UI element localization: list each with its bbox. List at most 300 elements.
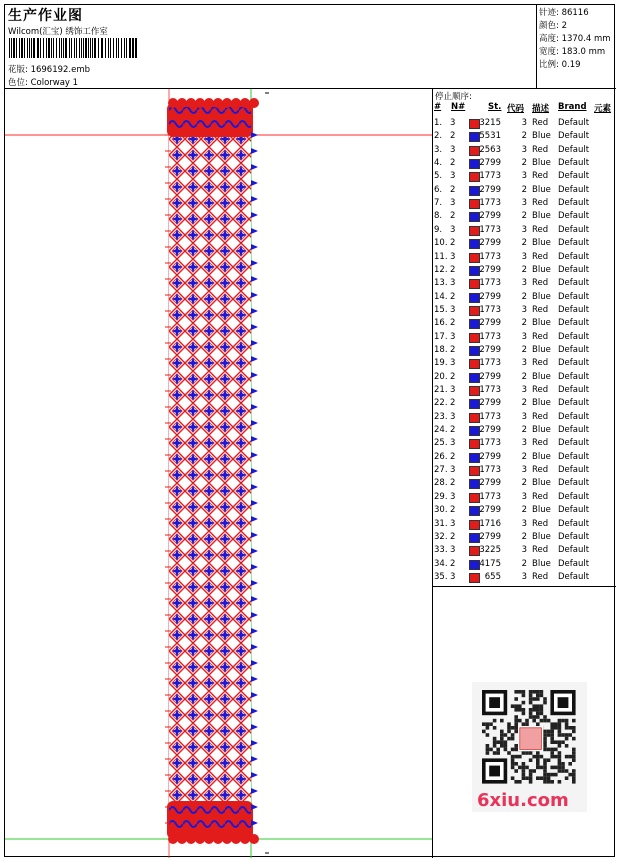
row-needle: 2	[450, 425, 456, 436]
stop-row	[433, 505, 616, 518]
row-stitches: 5531	[479, 131, 501, 142]
row-description: Red	[532, 331, 549, 342]
stat-label: 比例:	[539, 60, 559, 70]
qr-module	[507, 726, 511, 730]
row-needle: 2	[450, 131, 456, 142]
row-brand: Default	[558, 385, 590, 395]
row-number: 6.	[434, 184, 443, 195]
qr-module	[536, 694, 540, 698]
stop-row	[433, 345, 616, 358]
edge-arrow	[251, 628, 258, 634]
row-description: Red	[532, 358, 549, 369]
stop-row	[433, 171, 616, 184]
qr-module	[558, 740, 562, 744]
stop-row	[433, 358, 616, 371]
embroidery-band	[5, 89, 433, 858]
qr-module	[522, 762, 526, 766]
row-stitches: 2799	[479, 371, 501, 382]
qr-module	[550, 766, 554, 770]
qr-module	[568, 773, 572, 777]
qr-module	[532, 704, 536, 708]
barcode-bar	[37, 38, 39, 58]
edge-arrow	[251, 516, 258, 522]
row-brand: Default	[558, 318, 590, 329]
stop-row	[433, 211, 616, 224]
row-stitches: 2799	[479, 291, 501, 302]
barcode-bar	[51, 38, 52, 58]
qr-module	[540, 776, 544, 780]
row-stitches: 1773	[479, 304, 501, 315]
barcode-bar	[46, 38, 47, 58]
edge-arrow	[251, 548, 258, 554]
row-number: 25.	[434, 438, 448, 449]
row-number: 22.	[434, 398, 448, 409]
qr-module	[565, 737, 569, 741]
row-number: 17.	[434, 331, 448, 342]
row-brand: Default	[558, 344, 590, 355]
qr-module	[529, 697, 533, 701]
scallop	[204, 98, 214, 108]
row-description: Red	[532, 144, 549, 155]
qr-panel	[433, 587, 616, 858]
row-stitches: 2563	[479, 144, 501, 155]
row-stitches: 2799	[479, 478, 501, 489]
row-brand: Default	[558, 505, 590, 516]
design-line	[8, 63, 90, 75]
qr-module	[550, 780, 554, 784]
barcode-bar	[9, 38, 10, 58]
row-description: Blue	[532, 451, 551, 462]
barcode-bar	[101, 38, 103, 58]
row-stitches: 1773	[479, 385, 501, 395]
row-needle: 3	[450, 358, 456, 369]
row-brand: Default	[558, 304, 590, 315]
row-number: 21.	[434, 385, 448, 395]
qr-module	[558, 733, 562, 737]
qr-module	[561, 769, 565, 773]
barcode-bar	[63, 38, 64, 58]
edge-arrow	[251, 788, 258, 794]
barcode-image	[9, 38, 141, 58]
qr-module	[543, 748, 547, 752]
qr-module	[511, 733, 515, 737]
qr-module	[522, 751, 526, 755]
barcode-bar	[61, 38, 62, 58]
top-border-waves	[169, 107, 251, 133]
stat-value: 2	[561, 21, 567, 31]
barcode-bar	[88, 38, 89, 58]
barcode-bar	[124, 38, 125, 58]
qr-module	[518, 766, 522, 770]
barcode-bar	[129, 38, 131, 58]
row-code: 3	[521, 358, 527, 369]
qr-module	[493, 751, 497, 755]
qr-module	[543, 776, 547, 780]
qr-module	[496, 751, 500, 755]
barcode-bar	[108, 38, 109, 58]
stop-row	[433, 185, 616, 198]
stop-row	[433, 332, 616, 345]
row-needle: 3	[450, 438, 456, 449]
qr-module	[514, 722, 518, 726]
row-stitches: 2799	[479, 318, 501, 329]
qr-module	[514, 769, 518, 773]
row-code: 2	[521, 318, 527, 329]
edge-arrow	[251, 756, 258, 762]
barcode-bar	[83, 38, 84, 58]
row-stitches: 1773	[479, 491, 501, 502]
row-brand: Default	[558, 144, 590, 155]
qr-module	[511, 755, 515, 759]
row-description: Red	[532, 385, 549, 395]
qr-module	[547, 719, 551, 723]
qr-module	[543, 740, 547, 744]
barcode-bar	[126, 38, 127, 58]
production-worksheet	[4, 4, 615, 857]
row-description: Red	[532, 465, 549, 476]
barcode-bar	[56, 38, 57, 58]
bottom-border-waves	[169, 805, 251, 833]
stop-row	[433, 278, 616, 291]
qr-module	[565, 769, 569, 773]
row-number: 16.	[434, 318, 448, 329]
qr-module	[529, 715, 533, 719]
qr-module	[536, 712, 540, 716]
qr-module	[493, 737, 497, 741]
scallop	[195, 98, 205, 108]
row-number: 14.	[434, 291, 448, 302]
qr-module	[568, 726, 572, 730]
edge-arrow	[251, 580, 258, 586]
barcode-bar	[19, 38, 20, 58]
row-needle: 3	[450, 518, 456, 529]
qr-module	[514, 726, 518, 730]
studio-name: Wilcom(汇宝) 绣饰工作室	[8, 27, 108, 37]
qr-module	[522, 722, 526, 726]
row-description: Red	[532, 198, 549, 209]
edge-arrow	[251, 244, 258, 250]
qr-module	[568, 755, 572, 759]
row-needle: 3	[450, 171, 456, 182]
design-value: 1696192.emb	[30, 65, 91, 75]
stop-row	[433, 145, 616, 158]
row-needle: 3	[450, 465, 456, 476]
edge-arrow	[251, 372, 258, 378]
row-number: 29.	[434, 491, 448, 502]
qr-module	[572, 769, 576, 773]
qr-module	[518, 690, 522, 694]
row-needle: 2	[450, 531, 456, 542]
qr-module	[543, 769, 547, 773]
row-brand: Default	[558, 518, 590, 529]
qr-module	[543, 773, 547, 777]
qr-module	[504, 740, 508, 744]
stop-row	[433, 318, 616, 331]
edge-arrow	[251, 260, 258, 266]
barcode-bar	[27, 38, 28, 58]
qr-module	[529, 712, 533, 716]
stop-row	[433, 118, 616, 131]
qr-module	[565, 726, 569, 730]
col-header-stitches: St.	[488, 102, 502, 112]
barcode-bar	[116, 38, 117, 58]
row-number: 18.	[434, 344, 448, 355]
stop-row	[433, 252, 616, 265]
qr-module	[514, 762, 518, 766]
qr-module	[522, 694, 526, 698]
row-description: Blue	[532, 264, 551, 275]
barcode-bar	[65, 38, 67, 58]
scallop	[231, 834, 241, 844]
row-description: Red	[532, 118, 549, 128]
edge-arrow	[251, 724, 258, 730]
qr-module	[543, 730, 547, 734]
qr-module	[561, 766, 565, 770]
qr-module	[547, 776, 551, 780]
row-description: Blue	[532, 344, 551, 355]
scallop	[195, 834, 205, 844]
col-header-num: #	[434, 102, 442, 112]
qr-module	[536, 690, 540, 694]
row-description: Blue	[532, 558, 551, 569]
row-number: 35.	[434, 571, 448, 582]
row-description: Blue	[532, 425, 551, 436]
qr-module	[486, 726, 490, 730]
qr-module	[525, 719, 529, 723]
qr-module	[496, 748, 500, 752]
qr-module	[514, 755, 518, 759]
row-needle: 2	[450, 371, 456, 382]
qr-module	[496, 740, 500, 744]
row-stitches: 1773	[479, 411, 501, 422]
qr-module	[543, 701, 547, 705]
qr-module	[540, 708, 544, 712]
row-needle: 3	[450, 385, 456, 395]
row-stitches: 1773	[479, 171, 501, 182]
qr-module	[511, 748, 515, 752]
row-needle: 2	[450, 398, 456, 409]
qr-module	[554, 740, 558, 744]
row-brand: Default	[558, 224, 590, 235]
row-number: 2.	[434, 131, 443, 142]
row-brand: Default	[558, 531, 590, 542]
qr-module	[489, 748, 493, 752]
row-needle: 3	[450, 304, 456, 315]
row-stitches: 1773	[479, 465, 501, 476]
row-number: 9.	[434, 224, 443, 235]
qr-module	[554, 722, 558, 726]
stat-label: 宽度:	[539, 47, 559, 57]
row-number: 13.	[434, 278, 448, 289]
barcode-bar	[13, 38, 15, 58]
qr-module	[514, 719, 518, 723]
stat-value: 86116	[561, 8, 589, 18]
edge-arrow	[251, 660, 258, 666]
edge-arrow	[251, 612, 258, 618]
qr-module	[522, 766, 526, 770]
edge-arrow	[251, 500, 258, 506]
qr-module	[529, 694, 533, 698]
barcode-bar	[11, 38, 12, 58]
qr-module	[554, 748, 558, 752]
qr-module	[550, 737, 554, 741]
barcode-bar	[48, 38, 50, 58]
edge-arrow	[251, 820, 258, 826]
row-brand: Default	[558, 331, 590, 342]
barcode-bar	[92, 38, 93, 58]
edge-arrow	[251, 292, 258, 298]
row-stitches: 1773	[479, 358, 501, 369]
row-stitches: 1716	[479, 518, 501, 529]
row-stitches: 1773	[479, 331, 501, 342]
edge-arrow	[251, 148, 258, 154]
row-code: 2	[521, 131, 527, 142]
stop-row	[433, 478, 616, 491]
qr-module	[507, 730, 511, 734]
row-brand: Default	[558, 438, 590, 449]
row-needle: 3	[450, 411, 456, 422]
edge-arrow	[251, 276, 258, 282]
qr-finder	[558, 697, 569, 708]
row-brand: Default	[558, 411, 590, 422]
row-brand: Default	[558, 184, 590, 195]
qr-finder	[489, 766, 500, 777]
qr-module	[507, 737, 511, 741]
col-header-brand: Brand	[558, 102, 587, 112]
qr-module	[504, 748, 508, 752]
row-code: 2	[521, 398, 527, 409]
row-needle: 3	[450, 144, 456, 155]
stop-row	[433, 572, 616, 585]
row-needle: 2	[450, 478, 456, 489]
colorway-label: 色位:	[8, 78, 28, 88]
row-needle: 2	[450, 238, 456, 249]
row-needle: 2	[450, 505, 456, 516]
qr-module	[543, 762, 547, 766]
qr-module	[514, 690, 518, 694]
qr-module	[522, 690, 526, 694]
edge-arrow	[251, 164, 258, 170]
qr-module	[514, 748, 518, 752]
qr-module	[500, 733, 504, 737]
barcode-bar	[74, 38, 75, 58]
row-code: 2	[521, 264, 527, 275]
row-stitches: 2799	[479, 398, 501, 409]
qr-module	[550, 733, 554, 737]
qr-module	[511, 726, 515, 730]
qr-module	[529, 776, 533, 780]
qr-module	[522, 776, 526, 780]
qr-module	[572, 719, 576, 723]
row-stitches: 2799	[479, 184, 501, 195]
qr-module	[565, 722, 569, 726]
colorway-line	[8, 76, 78, 88]
qr-module	[536, 776, 540, 780]
edge-arrow	[251, 452, 258, 458]
row-code: 3	[521, 198, 527, 209]
row-brand: Default	[558, 264, 590, 275]
qr-module	[550, 773, 554, 777]
row-brand: Default	[558, 251, 590, 262]
row-stitches: 655	[484, 571, 501, 582]
row-brand: Default	[558, 198, 590, 209]
row-stitches: 2799	[479, 211, 501, 222]
qr-module	[565, 719, 569, 723]
stat-label: 针迹:	[539, 8, 559, 18]
row-needle: 2	[450, 318, 456, 329]
barcode-bar	[69, 38, 70, 58]
row-description: Red	[532, 224, 549, 235]
qr-module	[500, 744, 504, 748]
qr-module	[511, 776, 515, 780]
qr-module	[547, 780, 551, 784]
stop-row	[433, 198, 616, 211]
qr-module	[543, 780, 547, 784]
star-pattern	[173, 129, 247, 811]
stop-row	[433, 412, 616, 425]
row-code: 3	[521, 438, 527, 449]
qr-module	[558, 730, 562, 734]
row-description: Blue	[532, 131, 551, 142]
qr-module	[518, 708, 522, 712]
edge-arrow	[251, 180, 258, 186]
qr-module	[550, 740, 554, 744]
stop-row	[433, 265, 616, 278]
barcode-bar	[118, 38, 119, 58]
scallop	[231, 98, 241, 108]
edge-arrow	[251, 564, 258, 570]
qr-module	[547, 733, 551, 737]
qr-module	[493, 740, 497, 744]
qr-module	[547, 730, 551, 734]
qr-module	[514, 708, 518, 712]
stats-panel	[536, 5, 616, 89]
qr-module	[514, 744, 518, 748]
design-label: 花版:	[8, 65, 28, 75]
qr-module	[529, 780, 533, 784]
qr-module	[561, 733, 565, 737]
row-number: 26.	[434, 451, 448, 462]
stop-row	[433, 559, 616, 572]
scallop	[168, 98, 178, 108]
row-number: 12.	[434, 264, 448, 275]
qr-module	[572, 748, 576, 752]
row-number: 20.	[434, 371, 448, 382]
edge-arrow	[251, 772, 258, 778]
row-stitches: 2799	[479, 425, 501, 436]
edge-arrow	[251, 308, 258, 314]
stat-label: 高度:	[539, 34, 559, 44]
row-stitches: 2799	[479, 505, 501, 516]
qr-module	[572, 726, 576, 730]
row-stitches: 2799	[479, 264, 501, 275]
edge-arrow	[251, 708, 258, 714]
qr-module	[558, 758, 562, 762]
barcode-bar	[85, 38, 87, 58]
qr-module	[529, 701, 533, 705]
row-code: 3	[521, 491, 527, 502]
barcode-bar	[40, 38, 41, 58]
scallop	[240, 98, 250, 108]
stat-stitches	[539, 6, 589, 18]
qr-module	[558, 722, 562, 726]
row-number: 33.	[434, 545, 448, 556]
row-description: Red	[532, 278, 549, 289]
row-code: 3	[521, 251, 527, 262]
qr-module	[540, 704, 544, 708]
row-number: 3.	[434, 144, 443, 155]
stop-row	[433, 492, 616, 505]
